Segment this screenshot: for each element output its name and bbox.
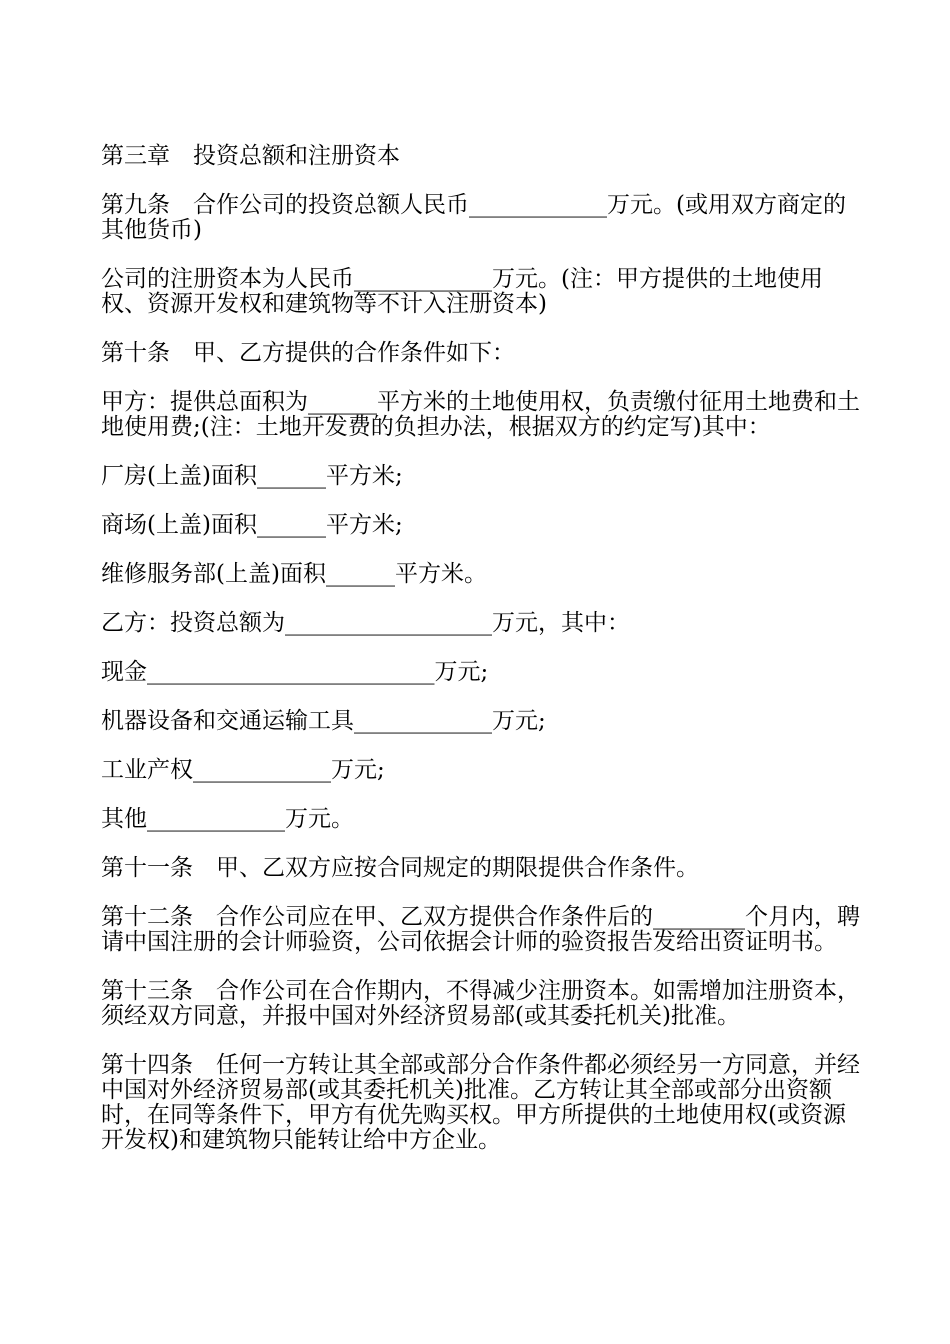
party-b-paragraph: 乙方：投资总额为__________________万元，其中： [101,610,630,636]
cash-line: 现金_________________________万元; [101,659,489,685]
factory-area-line: 厂房(上盖)面积______平方米; [101,463,403,489]
mall-area-line: 商场(上盖)面积______平方米; [101,512,403,538]
equipment-line: 机器设备和交通运输工具____________万元; [101,708,546,734]
registered-capital-paragraph: 公司的注册资本为人民币____________万元。(注：甲方提供的土地使用权、资源开发权和建筑物等不计入注册资本) [101,266,823,317]
party-a-paragraph: 甲方：提供总面积为______平方米的土地使用权，负责缴付征用土地费和土地使用费;(注：土地开发费的负担办法，根据双方的约定写)其中： [101,389,860,440]
article-11: 第十一条 甲、乙双方应按合同规定的期限提供合作条件。 [101,855,699,881]
chapter-heading: 第三章 投资总额和注册资本 [101,143,400,169]
industrial-property-line: 工业产权____________万元; [101,757,385,783]
article-13: 第十三条 合作公司在合作期内，不得减少注册资本。如需增加注册资本，须经双方同意，并报中国对外经济贸易部(或其委托机关)批准。 [101,978,860,1029]
article-12: 第十二条 合作公司应在甲、乙双方提供合作条件后的________个月内，聘请中国注册的会计师验资，公司依据会计师的验资报告发给出资证明书。 [101,904,860,955]
service-area-line: 维修服务部(上盖)面积______平方米。 [101,561,487,587]
other-line: 其他____________万元。 [101,806,354,832]
article-14: 第十四条 任何一方转让其全部或部分合作条件都必须经另一方同意，并经中国对外经济贸易部(或其委托机关)批准。乙方转让其全部或部分出资额时，在同等条件下，甲方有优先购买权。甲方所提供的土地使用权(或资源开发权)和建筑物只能转让给中方企业。 [101,1052,860,1153]
article-9: 第九条 合作公司的投资总额人民币____________万元。(或用双方商定的其他货币) [101,192,846,243]
article-10: 第十条 甲、乙方提供的合作条件如下： [101,340,515,366]
document-body [101,144,861,1177]
